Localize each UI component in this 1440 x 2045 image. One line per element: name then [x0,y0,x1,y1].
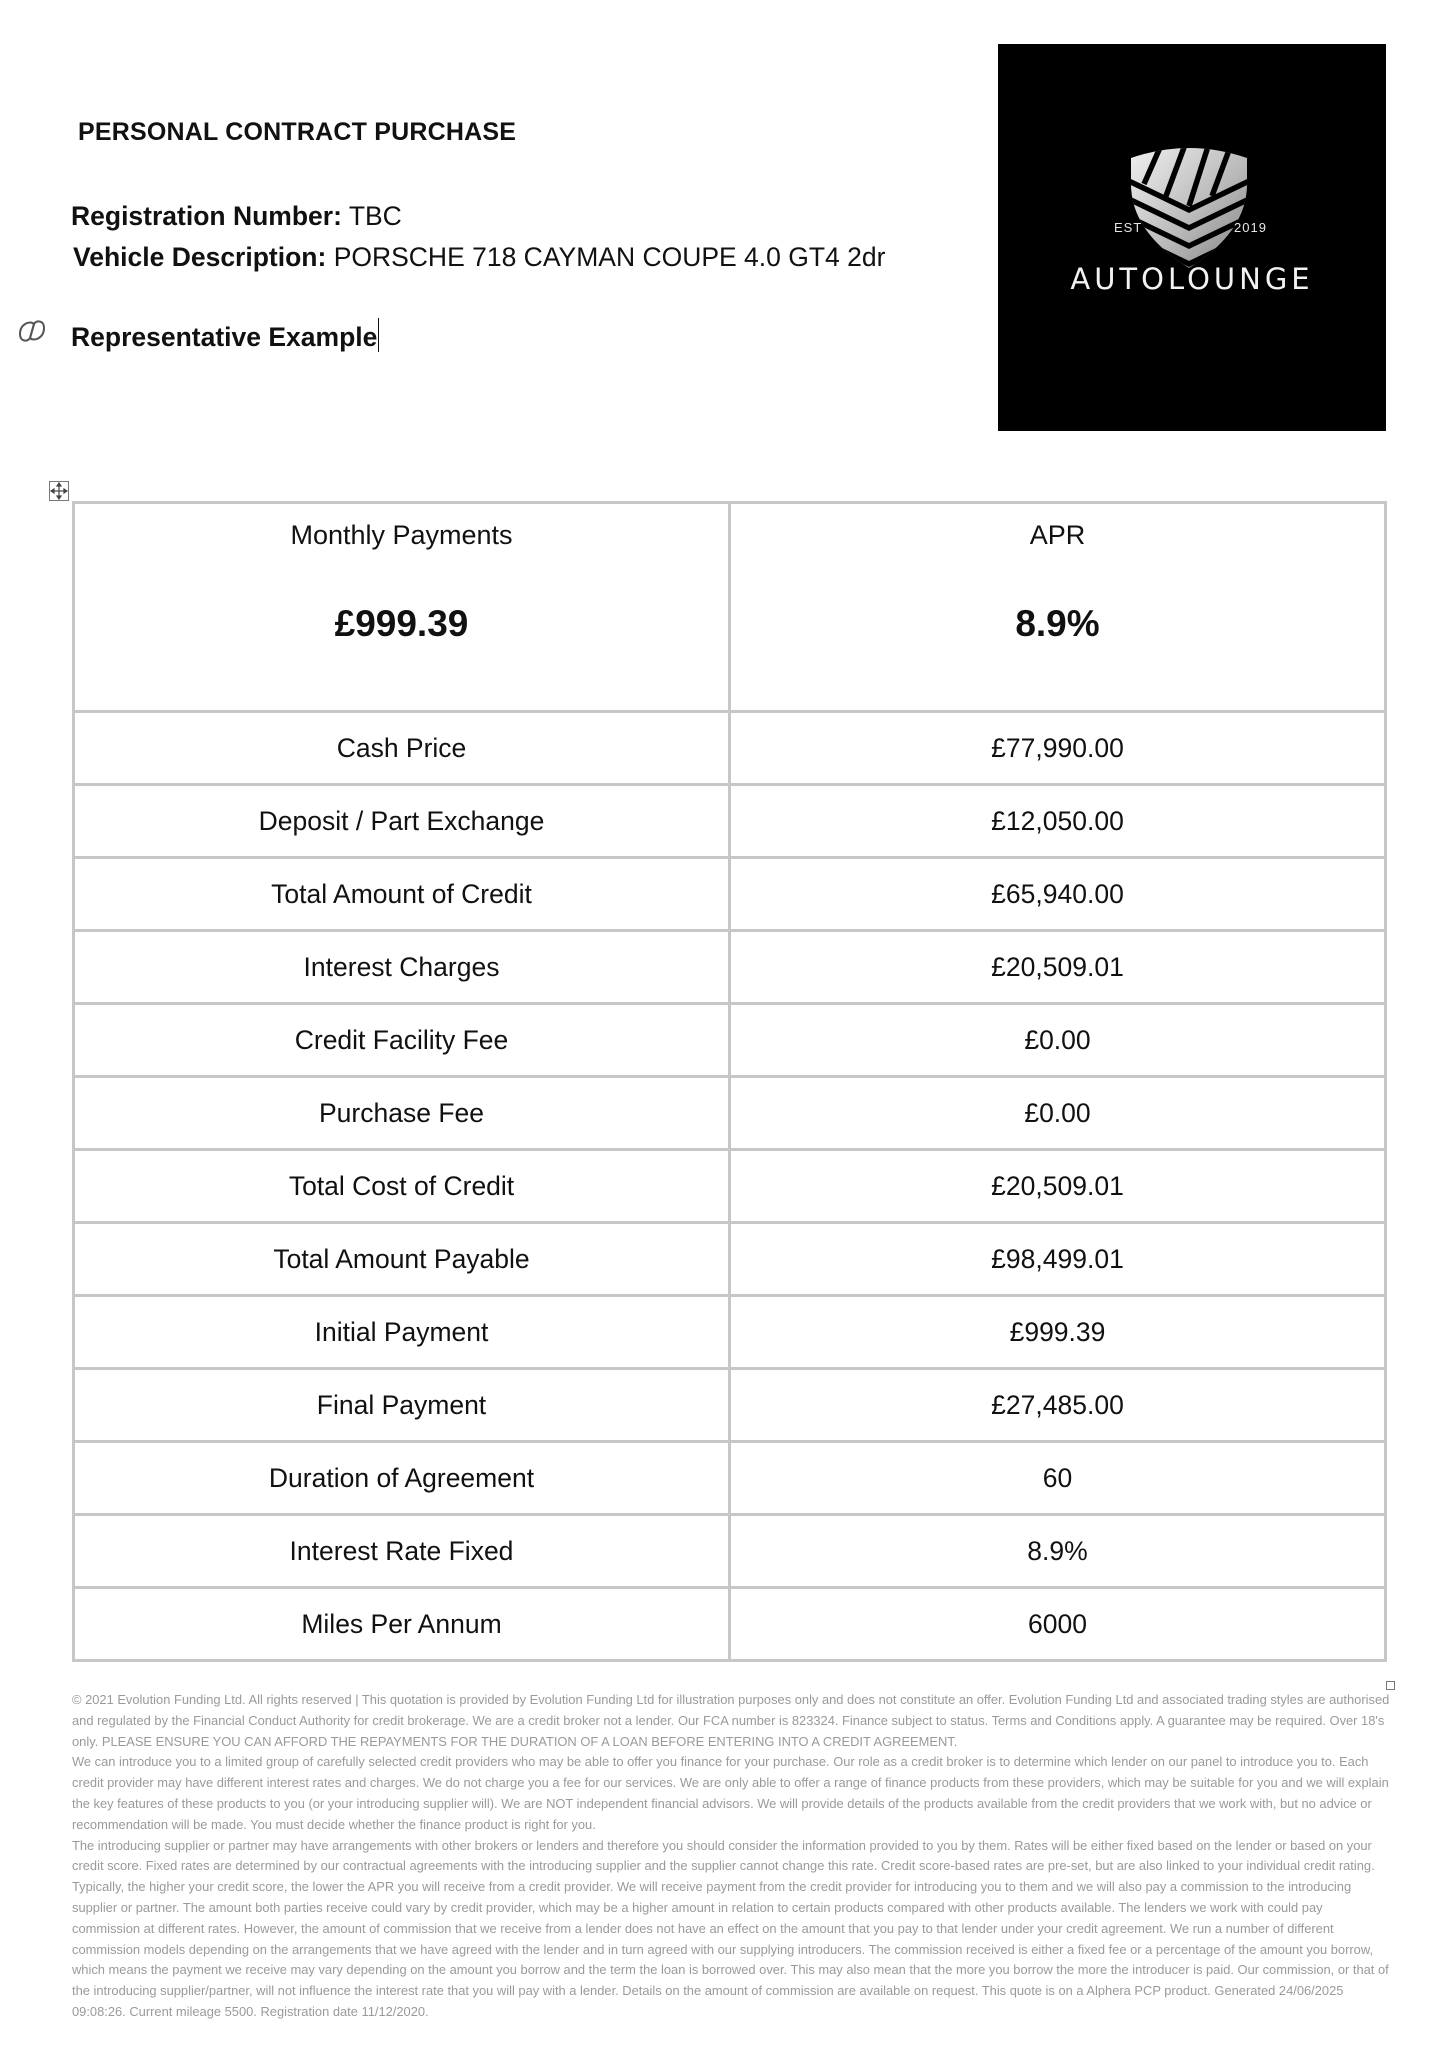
table-row [74,1442,1386,1515]
registration-line [71,201,402,232]
table-row [74,1588,1386,1661]
registration-label: Registration Number: [71,201,342,231]
row-label-cell[interactable]: Interest Rate Fixed [74,1515,730,1588]
row-label-cell[interactable]: Purchase Fee [74,1077,730,1150]
disclaimer-paragraph: We can introduce you to a limited group of carefully selected credit providers who may be able to offer you finance for your purchase. Our role as a credit broker is to determine which lender on our panel to introduce you to. Each credit provider may have different interest rates and charges. We do not charge you a fee for our services. We are only able to offer a range of finance products from these providers, which may be suitable for you and we will explain the key features of these products to you (or your introducing supplier will). We are NOT independent financial advisors. We will provide details of the products available from the credit providers that we work with, but no advice or recommendation will be made. You must decide whether the finance product is right for you. [72,1754,1389,1832]
table-row [74,931,1386,1004]
row-label-cell[interactable]: Initial Payment [74,1296,730,1369]
move-arrows-icon [50,482,68,500]
disclaimer-text [72,1690,1390,2023]
autolounge-logo [998,44,1386,431]
row-value-cell[interactable]: £65,940.00 [730,858,1386,931]
table-row [74,1223,1386,1296]
table-move-handle[interactable] [49,481,69,501]
row-value-cell[interactable]: 60 [730,1442,1386,1515]
row-value-cell[interactable]: £999.39 [730,1296,1386,1369]
row-label-cell[interactable]: Miles Per Annum [74,1588,730,1661]
apr-value: 8.9% [1015,603,1100,644]
row-label-cell[interactable]: Credit Facility Fee [74,1004,730,1077]
text-cursor [378,318,379,352]
table-row [74,1296,1386,1369]
row-value-cell[interactable]: £12,050.00 [730,785,1386,858]
representative-example: Representative Example [71,322,378,352]
vehicle-value: PORSCHE 718 CAYMAN COUPE 4.0 GT4 2dr [333,242,886,272]
table-row [74,1150,1386,1223]
table-row [74,1515,1386,1588]
table-row [74,1077,1386,1150]
header-row [74,503,1386,712]
row-value-cell[interactable]: £77,990.00 [730,712,1386,785]
row-value-cell[interactable]: £20,509.01 [730,931,1386,1004]
document-heading: PERSONAL CONTRACT PURCHASE [78,118,517,146]
row-label-cell[interactable]: Duration of Agreement [74,1442,730,1515]
row-value-cell[interactable]: £98,499.01 [730,1223,1386,1296]
logo-brand-name: AUTOLOUNGE [1070,262,1314,296]
table-row [74,858,1386,931]
table-row [74,712,1386,785]
row-value-cell[interactable]: 6000 [730,1588,1386,1661]
row-label-cell[interactable]: Final Payment [74,1369,730,1442]
row-value-cell[interactable]: £0.00 [730,1077,1386,1150]
monthly-payments-cell[interactable] [74,503,730,712]
table-row [74,1004,1386,1077]
row-label-cell[interactable]: Deposit / Part Exchange [74,785,730,858]
disclaimer-paragraph: The introducing supplier or partner may have arrangements with other brokers or lenders and therefore you should consider the information provided to you by them. Rates will be either fixed based on the lender or based on your credit score. Fixed rates are determined by our contractual agreements with the introducing supplier and the supplier cannot change this rate. Credit score-based rates are pre-set, but are also linked to your individual credit rating. Typically, the higher your credit score, the lower the APR you will receive from a credit provider. We will receive payment from the credit provider for introducing you to them and we will also pay a commission to the introducing supplier or partner. The amount both parties receive could vary by credit provider, which may be a higher amount in relation to certain products compared with other products available. The lenders we work with could pay commission at different rates. However, the amount of commission that we receive from a lender does not have an effect on the amount that you pay to that lender under your credit agreement. We run a number of different commission models depending on the arrangements that we have agreed with the lender and in turn agreed with our supplying introducers. The commission received is either a fixed fee or a percentage of the amount you borrow, which means the payment we receive may vary depending on the amount you borrow and the term the loan is borrowed over. This may also mean that the more you borrow the more the introducer is paid. Our commission, or that of the introducing supplier/partner, will not influence the interest rate that you will pay with a lender. Details on the amount of commission are available on request. This quote is on a Alphera PCP product. Generated 24/06/2025 09:08:26. Current mileage 5500. Registration date 11/12/2020. [72,1837,1389,2019]
apr-label: APR [1029,520,1086,550]
vehicle-label: Vehicle Description: [73,242,327,272]
row-value-cell[interactable]: £27,485.00 [730,1369,1386,1442]
disclaimer-paragraph: © 2021 Evolution Funding Ltd. All rights reserved | This quotation is provided by Evolution Funding Ltd for illustration purposes only and does not constitute an offer. Evolution Funding Ltd and associated trading styles are authorised and regulated by the Financial Conduct Authority for credit brokerage. We are a credit broker not a lender. Our FCA number is 823324. Finance subject to status. Terms and Conditions apply. A guarantee may be required. Over 18's only. PLEASE ENSURE YOU CAN AFFORD THE REPAYMENTS FOR THE DURATION OF A LOAN BEFORE ENTERING INTO A CREDIT AGREEMENT. [72,1692,1390,1749]
row-value-cell[interactable]: £0.00 [730,1004,1386,1077]
copilot-icon[interactable] [16,316,48,346]
vehicle-line [73,242,885,273]
row-label-cell[interactable]: Cash Price [74,712,730,785]
table-resize-handle[interactable] [1386,1681,1395,1690]
finance-table [72,501,1387,1662]
monthly-payments-label: Monthly Payments [290,520,513,550]
monthly-payments-value: £999.39 [334,603,469,644]
row-value-cell[interactable]: £20,509.01 [730,1150,1386,1223]
table-row [74,785,1386,858]
row-value-cell[interactable]: 8.9% [730,1515,1386,1588]
logo-year-label: 2019 [1234,220,1267,235]
logo-est-label: EST [1114,220,1143,235]
representative-example-line[interactable] [71,318,379,353]
registration-value: TBC [348,201,402,231]
row-label-cell[interactable]: Total Amount Payable [74,1223,730,1296]
row-label-cell[interactable]: Interest Charges [74,931,730,1004]
row-label-cell[interactable]: Total Cost of Credit [74,1150,730,1223]
table-row [74,1369,1386,1442]
apr-cell[interactable] [730,503,1386,712]
row-label-cell[interactable]: Total Amount of Credit [74,858,730,931]
